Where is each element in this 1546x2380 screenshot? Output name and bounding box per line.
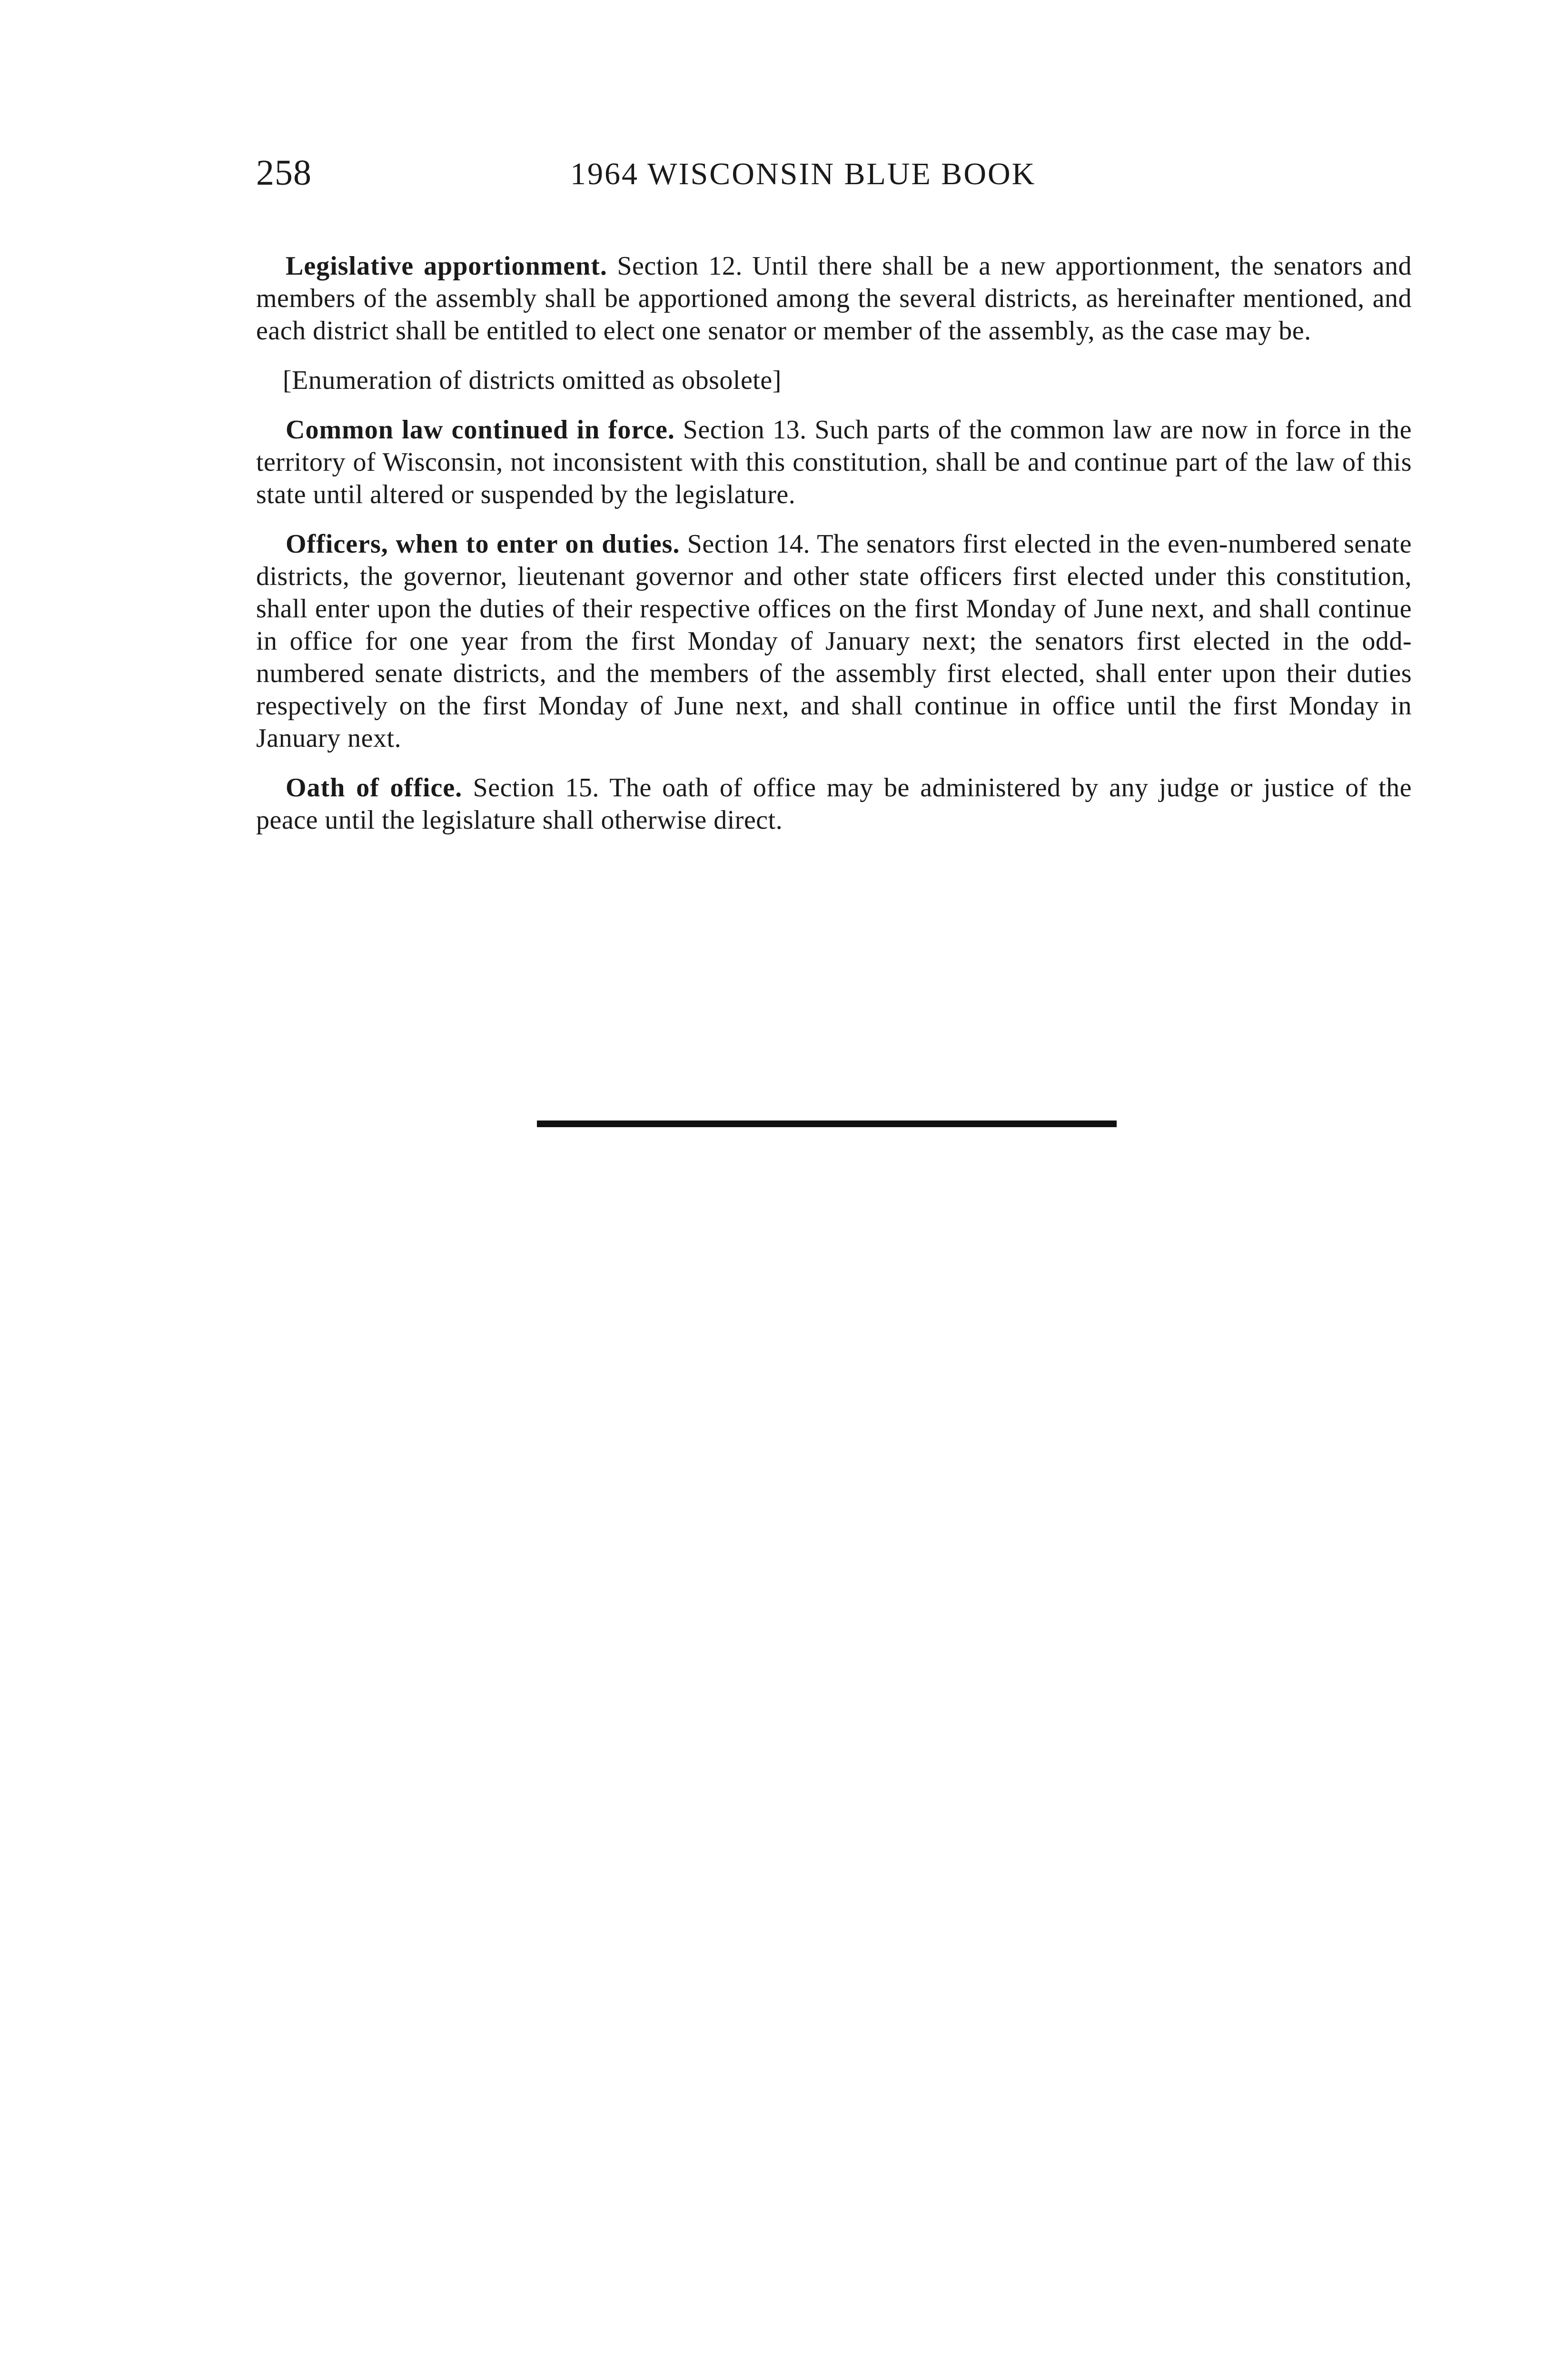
section-14-heading: Officers, when to enter on duties. xyxy=(286,529,680,559)
section-13-paragraph xyxy=(256,414,1412,511)
section-13-text: Section 13. Such parts of the common law are now in force in the territory of Wisconsin, not inconsistent with this constitution, shall be and continue part of the law of this state until altered or suspended by the legislature. xyxy=(256,415,1412,509)
page-header xyxy=(256,151,1406,204)
section-12-heading: Legislative apportionment. xyxy=(286,251,607,281)
section-12-paragraph xyxy=(256,250,1412,347)
running-title: 1964 WISCONSIN BLUE BOOK xyxy=(570,157,1036,191)
section-12-text: Section 12. Until there shall be a new apportionment, the senators and members of the assembly shall be apportioned among the several districts, as hereinafter mentioned, and each district shall be entitled to elect one senator or member of the assembly, as the case may be. xyxy=(256,251,1412,346)
page-number: 258 xyxy=(256,153,312,193)
section-14-text: Section 14. The senators first elected in the even-numbered senate districts, the governor, lieutenant governor and other state officers first elected under this constitution, shall enter upon the duties of their respective offices on the first Monday of June next, and shall continue in office for one year from the first Monday of January next; the senators first elected in the odd-numbered senate districts, and the members of the assembly first elected, shall enter upon their duties respectively on the first Monday of June next, and shall continue in office until the first Monday in January next. xyxy=(256,529,1412,753)
omitted-districts-note: [Enumeration of districts omitted as obsolete] xyxy=(283,366,782,395)
section-15-heading: Oath of office. xyxy=(286,773,463,803)
section-14-paragraph xyxy=(256,528,1412,754)
section-end-rule xyxy=(537,1121,1117,1127)
section-15-paragraph xyxy=(256,772,1412,836)
section-15-text: Section 15. The oath of office may be administered by any judge or justice of the peace until the legislature shall otherwise direct. xyxy=(256,773,1412,835)
body-text xyxy=(256,250,1412,836)
section-13-heading: Common law continued in force. xyxy=(286,415,675,445)
